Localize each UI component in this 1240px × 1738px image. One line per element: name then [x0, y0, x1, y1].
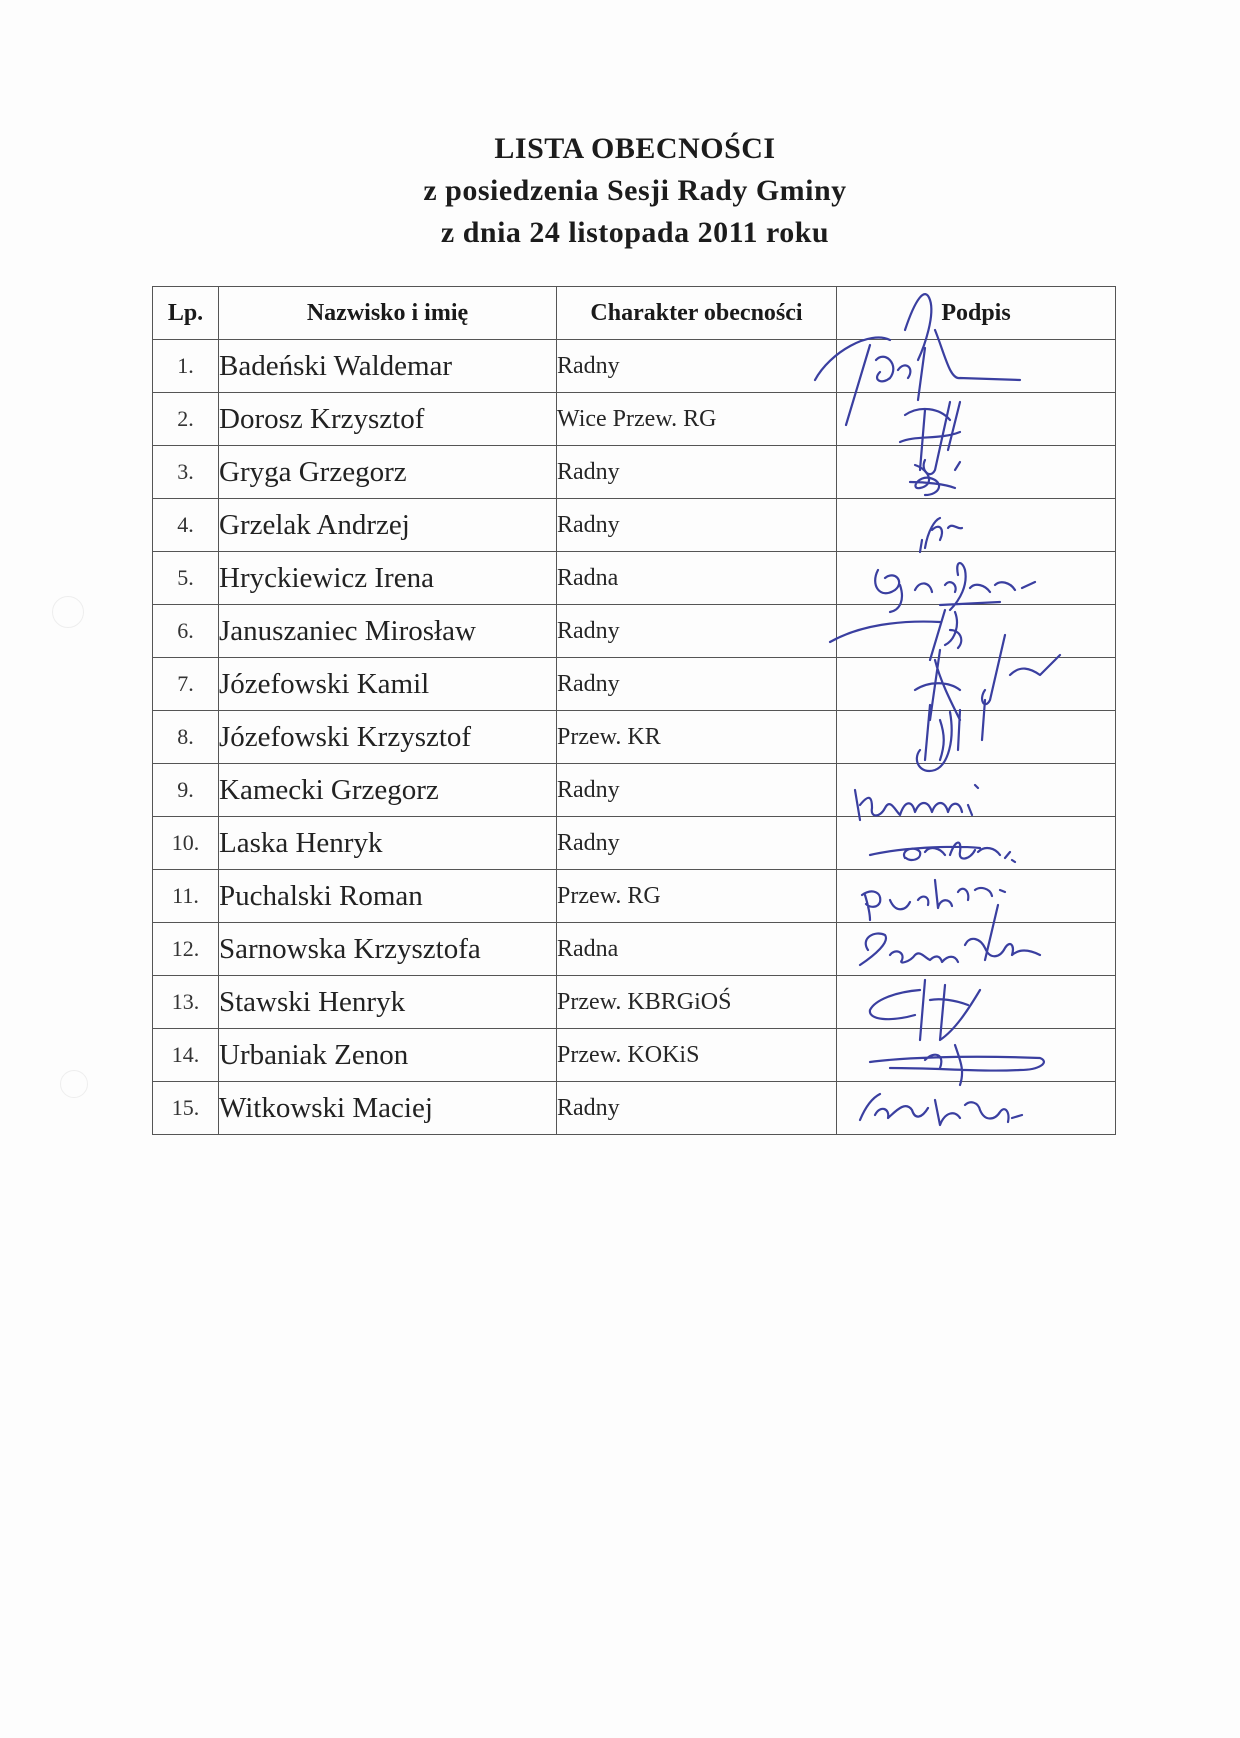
table-row [153, 870, 1116, 923]
signature-cell [837, 446, 1116, 499]
signature-cell [837, 817, 1116, 870]
member-name: Stawski Henryk [219, 976, 557, 1029]
header-role: Charakter obecności [557, 287, 837, 340]
table-row [153, 976, 1116, 1029]
member-role: Radny [557, 1082, 837, 1135]
signature-cell [837, 870, 1116, 923]
signature-cell [837, 1082, 1116, 1135]
row-number: 10. [153, 817, 219, 870]
member-name: Kamecki Grzegorz [219, 764, 557, 817]
member-name: Sarnowska Krzysztofa [219, 923, 557, 976]
signature-cell [837, 1029, 1116, 1082]
member-name: Józefowski Krzysztof [219, 711, 557, 764]
member-role: Radny [557, 340, 837, 393]
table-row [153, 711, 1116, 764]
member-name: Gryga Grzegorz [219, 446, 557, 499]
signature-cell [837, 658, 1116, 711]
document-date: z dnia 24 listopada 2011 roku [440, 216, 830, 249]
table-row [153, 499, 1116, 552]
signature-cell [837, 605, 1116, 658]
header-name: Nazwisko i imię [219, 287, 557, 340]
table-row [153, 552, 1116, 605]
member-role: Radny [557, 446, 837, 499]
member-role: Radny [557, 764, 837, 817]
signature-cell [837, 976, 1116, 1029]
signature-cell [837, 764, 1116, 817]
row-number: 15. [153, 1082, 219, 1135]
member-role: Radny [557, 605, 837, 658]
row-number: 9. [153, 764, 219, 817]
member-name: Grzelak Andrzej [219, 499, 557, 552]
member-role: Radna [557, 923, 837, 976]
member-name: Laska Henryk [219, 817, 557, 870]
row-number: 2. [153, 393, 219, 446]
member-role: Przew. KBRGiOŚ [557, 976, 837, 1029]
member-role: Wice Przew. RG [557, 393, 837, 446]
row-number: 13. [153, 976, 219, 1029]
table-row [153, 605, 1116, 658]
member-name: Hryckiewicz Irena [219, 552, 557, 605]
table-row [153, 393, 1116, 446]
row-number: 14. [153, 1029, 219, 1082]
row-number: 7. [153, 658, 219, 711]
signature-cell [837, 393, 1116, 446]
header-lp: Lp. [153, 287, 219, 340]
row-number: 4. [153, 499, 219, 552]
signature-cell [837, 923, 1116, 976]
member-name: Dorosz Krzysztof [219, 393, 557, 446]
table-row [153, 817, 1116, 870]
scan-hole-mark [52, 596, 84, 628]
row-number: 3. [153, 446, 219, 499]
member-name: Urbaniak Zenon [219, 1029, 557, 1082]
member-role: Radna [557, 552, 837, 605]
row-number: 6. [153, 605, 219, 658]
member-name: Józefowski Kamil [219, 658, 557, 711]
row-number: 5. [153, 552, 219, 605]
member-name: Witkowski Maciej [219, 1082, 557, 1135]
document-title: LISTA OBECNOŚCI [494, 132, 776, 165]
table-row [153, 658, 1116, 711]
member-role: Przew. KR [557, 711, 837, 764]
member-name: Puchalski Roman [219, 870, 557, 923]
row-number: 1. [153, 340, 219, 393]
member-role: Przew. KOKiS [557, 1029, 837, 1082]
row-number: 8. [153, 711, 219, 764]
table-row [153, 1082, 1116, 1135]
document-subtitle: z posiedzenia Sesji Rady Gminy [423, 174, 847, 207]
table-header-row [153, 287, 1116, 340]
member-name: Badeński Waldemar [219, 340, 557, 393]
signature-cell [837, 552, 1116, 605]
document-header [0, 128, 1240, 254]
table-row [153, 923, 1116, 976]
member-role: Radny [557, 817, 837, 870]
member-role: Radny [557, 658, 837, 711]
signature-cell [837, 711, 1116, 764]
table-row [153, 1029, 1116, 1082]
attendance-table [152, 286, 1116, 1135]
header-signature: Podpis [837, 287, 1116, 340]
table-row [153, 764, 1116, 817]
signature-cell [837, 340, 1116, 393]
member-name: Januszaniec Mirosław [219, 605, 557, 658]
row-number: 12. [153, 923, 219, 976]
table-row [153, 340, 1116, 393]
scan-hole-mark [60, 1070, 88, 1098]
row-number: 11. [153, 870, 219, 923]
member-role: Przew. RG [557, 870, 837, 923]
member-role: Radny [557, 499, 837, 552]
table-row [153, 446, 1116, 499]
signature-cell [837, 499, 1116, 552]
